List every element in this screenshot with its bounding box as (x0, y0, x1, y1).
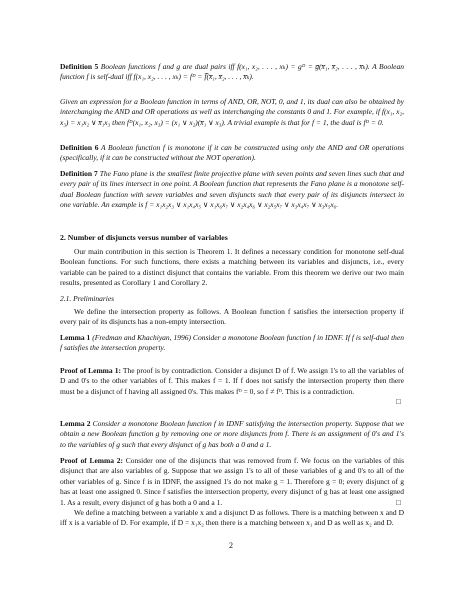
definition-5-label: Definition 5 (60, 62, 99, 71)
definition-7-label: Definition 7 (60, 169, 98, 178)
section-2-title: 2. Number of disjuncts versus number of variables (60, 233, 228, 242)
qed-symbol-lemma-1: □ (396, 397, 401, 406)
lemma-1 (60, 333, 404, 354)
lemma-2-label: Lemma 2 (60, 419, 91, 428)
proof-lemma-1-text: The proof is by contradiction. Consider a disjunct D of f. We assign 1's to all the variables of D and 0's to the other variables of f. This makes f = 1. If f does not satisfy the intersection property then there must be a disjunct of f having all assigned 0's. This makes fᴰ = 0, so f ≠ fᴰ. This is a contradiction. (60, 366, 404, 396)
definition-5 (60, 62, 404, 83)
page-number: 2 (229, 541, 233, 550)
lemma-1-label: Lemma 1 (60, 333, 91, 342)
proof-lemma-2 (60, 456, 404, 508)
definition-6 (60, 143, 404, 164)
definition-6-label: Definition 6 (60, 143, 99, 152)
definition-5-text: Boolean functions f and g are dual pairs iff f(x₁, x₂, . . . , xₖ) = gᴰ = g̅(x̅₁, x̅₂, . . . , x̅ₖ). A Boolean function f is self-dual iff f(x₁, x₂, . . . , xₖ) = fᴰ = f̅(x̅₁, x̅₂, . . . , x̅ₖ). (60, 62, 405, 82)
lemma-2 (60, 419, 404, 450)
qed-symbol-lemma-2: □ (396, 498, 401, 507)
preliminaries-paragraph: We define the intersection property as follows. A Boolean function f satisfies the intersection property if every pair of its disjuncts has a non-empty intersection. (60, 307, 404, 327)
definition-7 (60, 169, 404, 211)
subsection-2-1-title: 2.1. Preliminaries (60, 294, 115, 303)
definition-6-text: A Boolean function f is monotone if it can be constructed using only the AND and OR operations (specifically, if it can be constructed without the NOT operation). (60, 143, 404, 163)
proof-lemma-2-label: Proof of Lemma 2: (60, 456, 123, 465)
definition-7-text: The Fano plane is the smallest finite projective plane with seven points and seven lines such that and every pair of its lines intersect in one point. A Boolean function that represents the Fano plane is a monotone self-dual Boolean function with seven variables and seven disjuncts such that every pair of its disjuncts intersect in one variable. An example is f = x₁x₂x₃ ∨ x₁x₄x₅ ∨ x₁x₆x₇ ∨ x₂x₄x₆ ∨ x₂x₅x₇ ∨ x₃x₄x₇ ∨ x₃x₅x₆. (60, 169, 404, 210)
proof-lemma-1 (60, 366, 404, 397)
dual-expression-note: Given an expression for a Boolean function in terms of AND, OR, NOT, 0, and 1, its dual can also be obtained by interchanging the AND and OR operations as well as interchanging the constants 0 and 1. For example, if f(x₁, x₂, x₃) = x₁x₂ ∨ x̅₁x₃ then fᴰ(x₁, x₂, x₃) = (x₁ ∨ x₂)(x̅₁ ∨ x₃). A trivial example is that for f = 1, the dual is fᴰ = 0. (60, 97, 404, 127)
proof-lemma-2-text: Consider one of the disjuncts that was removed from f. We focus on the variables of this disjunct that are also variables of g. Suppose that we assign 1's to all of these variables of g and 0's to all of the other variables of g. Since f is in IDNF, the assigned 1's do not make g = 1. Therefore g = 0; every disjunct of g has at least one assigned 0. Since f satisfies the intersection property, every disjunct of g has at least one assigned 1. As a result, every disjunct of g has both a 0 and a 1. (60, 456, 405, 507)
proof-lemma-1-label: Proof of Lemma 1: (60, 366, 121, 375)
matching-definition-paragraph: We define a matching between a variable x and a disjunct D as follows. There is a matching between x and D iff x is a variable of D. For example, if D = x₁x₂ then there is a matching between x₁ and D as well as x₂ and D. (60, 508, 404, 528)
section-2-paragraph: Our main contribution in this section is Theorem 1. It defines a necessary condition for monotone self-dual Boolean functions. For such functions, there exists a matching between its variables and disjuncts, i.e., every variable can be paired to a distinct disjunct that contains the variable. From this theorem we derive our two main results, presented as Corollary 1 and Corollary 2. (60, 247, 404, 288)
lemma-2-text: Consider a monotone Boolean function f in IDNF satisfying the intersection property. Suppose that we obtain a new Boolean function g by removing one or more disjuncts from f. There is an assignment of 0's and 1's to the variables of g such that every disjunct of g has both a 0 and a 1. (60, 419, 405, 449)
lemma-1-text: (Fredman and Khachiyan, 1996) Consider a monotone Boolean function f in IDNF. If f is self-dual then f satisfies the intersection property. (60, 333, 405, 353)
